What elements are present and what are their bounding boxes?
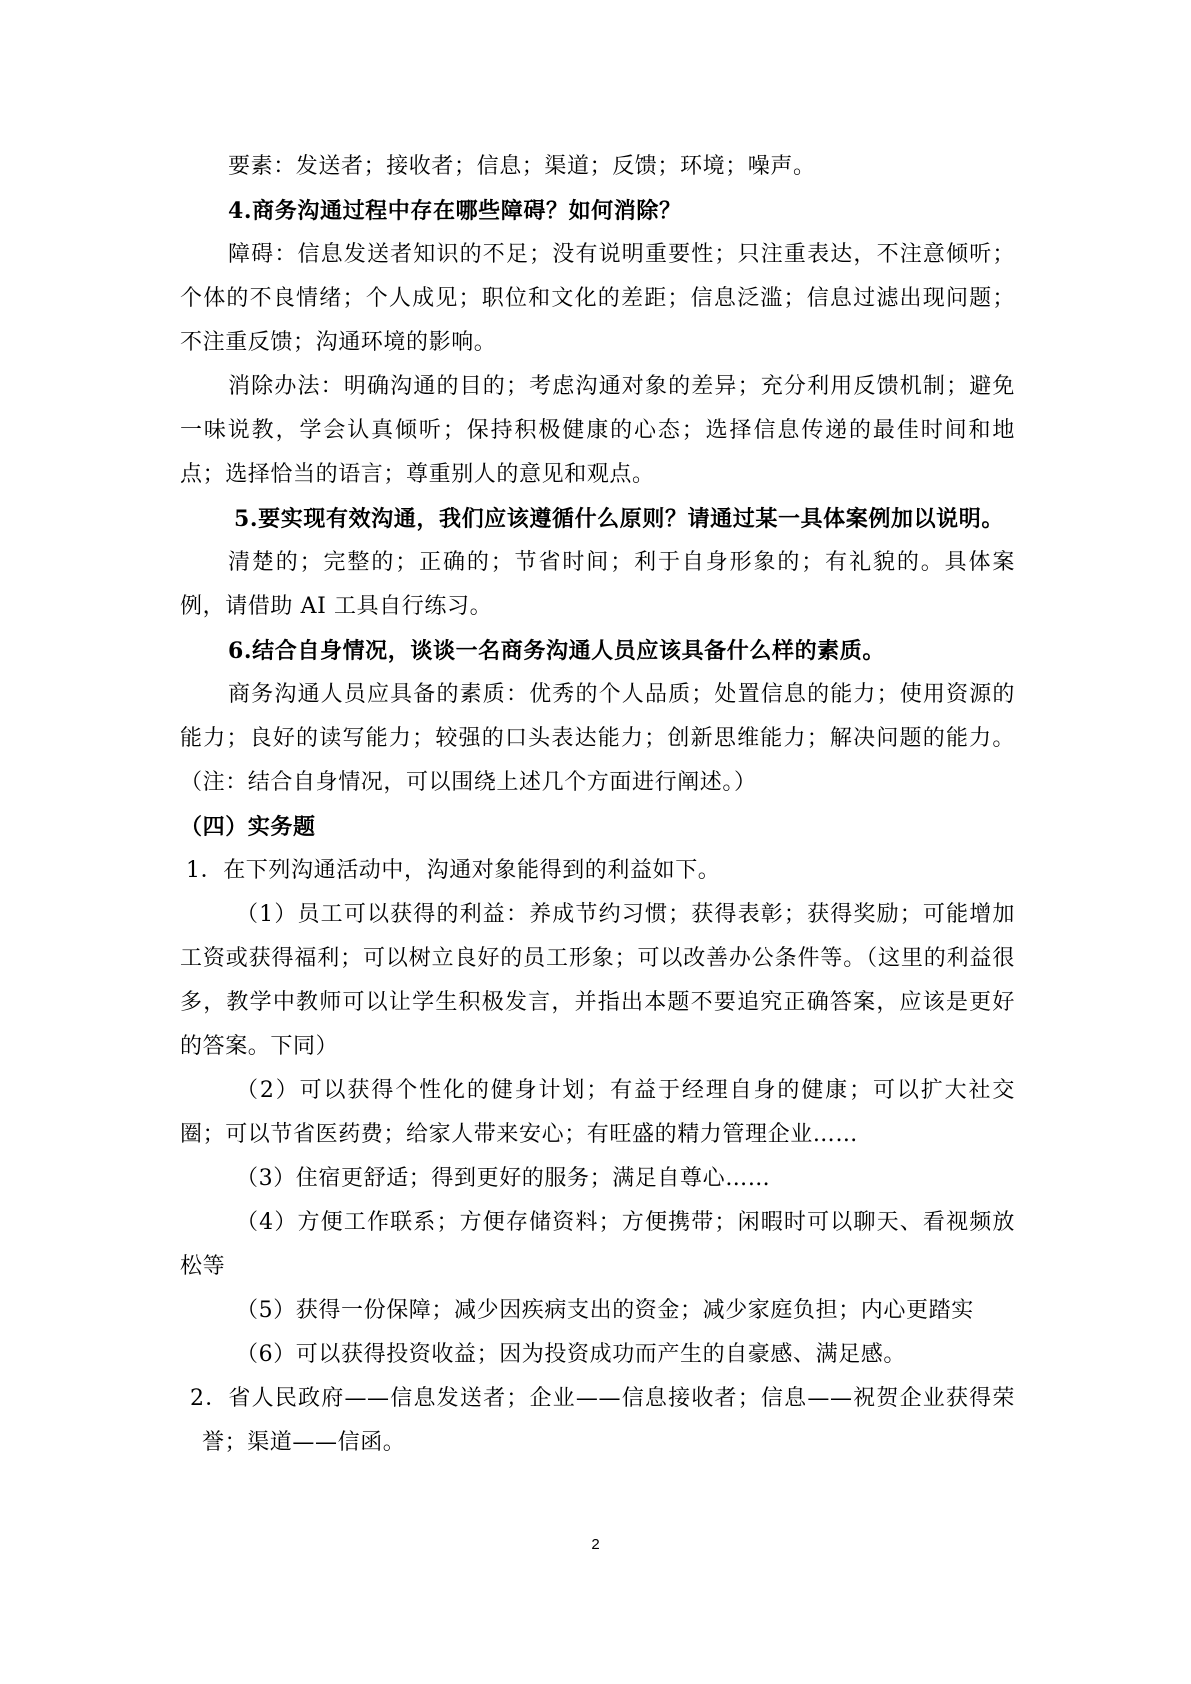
practice-item-2: 2．省人民政府——信息发送者；企业——信息接收者；信息——祝贺企业获得荣誉；渠道——信函。: [190, 1386, 1015, 1455]
practice-item-1-sub-4: （4）方便工作联系；方便存储资料；方便携带；闲暇时可以聊天、看视频放松等: [180, 1210, 1015, 1279]
paragraph-principles: 清楚的；完整的；正确的；节省时间；利于自身形象的；有礼貌的。具体案例，请借助 AI 工具自行练习。: [180, 550, 1015, 619]
paragraph-qualities: 商务沟通人员应具备的素质：优秀的个人品质；处置信息的能力；使用资源的能力；良好的读写能力；较强的口头表达能力；创新思维能力；解决问题的能力。（注：结合自身情况，可以围绕上述几个方面进行阐述。）: [180, 682, 1015, 795]
paragraph-barriers: 障碍：信息发送者知识的不足；没有说明重要性；只注重表达，不注意倾听；个体的不良情绪；个人成见；职位和文化的差距；信息泛滥；信息过滤出现问题；不注重反馈；沟通环境的影响。: [180, 242, 1015, 355]
paragraph-elements: 要素：发送者；接收者；信息；渠道；反馈；环境；噪声。: [228, 154, 816, 179]
section-heading-practice: （四）实务题: [180, 814, 316, 840]
practice-item-1-sub-3: （3）住宿更舒适；得到更好的服务；满足自尊心……: [236, 1166, 771, 1191]
practice-item-1-sub-1: （1）员工可以获得的利益：养成节约习惯；获得表彰；获得奖励；可能增加工资或获得福利；可以树立良好的员工形象；可以改善办公条件等。（这里的利益很多，教学中教师可以让学生积极发言，并指出本题不要追究正确答案，应该是更好的答案。下同）: [180, 902, 1015, 1059]
practice-item-1-sub-5: （5）获得一份保障；减少因疾病支出的资金；减少家庭负担；内心更踏实: [236, 1298, 974, 1323]
paragraph-solutions: 消除办法：明确沟通的目的；考虑沟通对象的差异；充分利用反馈机制；避免一味说教，学会认真倾听；保持积极健康的心态；选择信息传递的最佳时间和地点；选择恰当的语言；尊重别人的意见和观点。: [180, 374, 1015, 487]
page-number: 2: [591, 1536, 600, 1553]
page-content: [180, 145, 1015, 1465]
question-6-heading: 6.结合自身情况，谈谈一名商务沟通人员应该具备什么样的素质。: [228, 638, 885, 664]
question-5-heading: 5.要实现有效沟通，我们应该遵循什么原则？请通过某一具体案例加以说明。: [234, 506, 1004, 532]
practice-item-1-sub-6: （6）可以获得投资收益；因为投资成功而产生的自豪感、满足感。: [236, 1342, 906, 1367]
practice-item-1-sub-2: （2）可以获得个性化的健身计划；有益于经理自身的健康；可以扩大社交圈；可以节省医药费；给家人带来安心；有旺盛的精力管理企业……: [180, 1078, 1015, 1147]
practice-item-1-intro: 1．在下列沟通活动中，沟通对象能得到的利益如下。: [186, 858, 721, 883]
question-4-heading: 4.商务沟通过程中存在哪些障碍？如何消除？: [228, 198, 682, 224]
